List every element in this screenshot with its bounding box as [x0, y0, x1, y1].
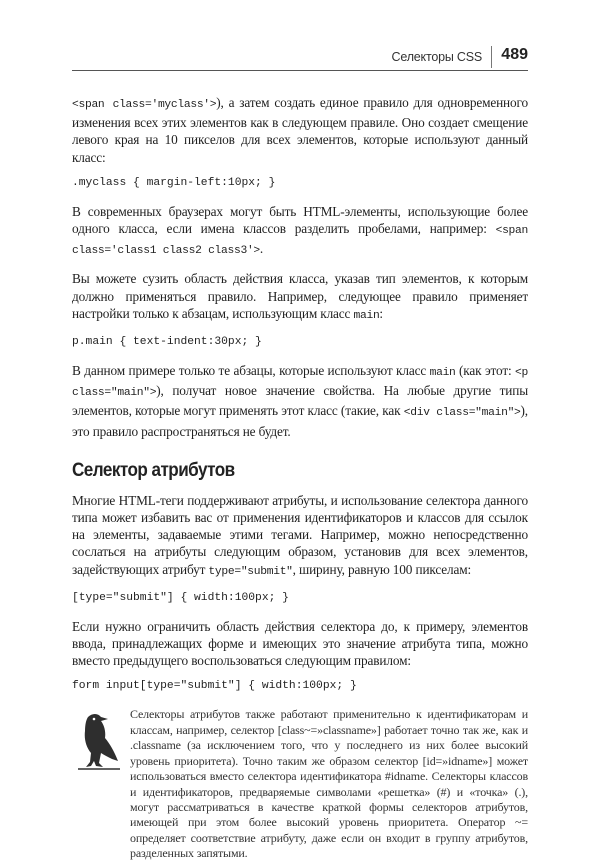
page-number: 489	[501, 46, 528, 63]
paragraph-4: В данном примере только те абзацы, которые используют класс main (как этот: <p class="main">), получат новое значение свойства. На любые другие типы элементов, которые могут применять этот класс (такие, как <div class="main">), это правило распространяться не будет.	[72, 363, 529, 439]
page-body	[72, 94, 528, 862]
note-text: Селекторы атрибутов также работают применительно к идентификаторам и классам, например, селектор [class~=»classname»] работает точно так же, как и .classname (за исключением того, что у последнего из них более высокий уровень приоритета). Точно таким же образом селектор [id=»idname»] может использоваться вместо селектора идентификатора #idname. Селекторы классов и идентификаторов, предваряемые символами «решетка» (#) и «точка» (.), могут рассматриваться в качестве краткой формы селекторов атрибутов, имеющей при этом более высокий уровень приоритета. Оператор ~= определяет соответствие атрибуту, даже если он входит в группу атрибутов, разделенных запятыми.	[130, 707, 528, 861]
code-block-4: form input[type="submit"] { width:100px; }	[72, 680, 357, 693]
page-header	[72, 44, 528, 71]
crow-icon	[74, 709, 122, 773]
code-block-1: .myclass { margin-left:10px; }	[72, 176, 276, 189]
inline-code: main	[353, 309, 380, 322]
paragraph-1: <span class='myclass'>), а затем создать единое правило для одновременного изменения всех этих элементов как в следующем правиле. Оно создает смещение левого края на 10 пикселов для всех элементов, которые используют данный класс:	[72, 95, 528, 165]
paragraph-2: В современных браузерах могут быть HTML-элементы, использующие более одного класса, если имена классов разделить пробелами, например: <span class='class1 class2 class3'>.	[72, 203, 528, 258]
paragraph-5: Многие HTML-теги поддерживают атрибуты, и использование селектора данного типа может избавить вас от применения идентификаторов и классов для ссылок на элементы, задаваемые этими тегами. Например, можно непосредственно сослаться на атрибуты следующим образом, установив для всех элементов, задействующих атрибут type="submit", ширину, равную 100 пикселам:	[72, 492, 528, 578]
inline-code: type="submit"	[208, 565, 293, 578]
inline-code: <span class='class1 class2 class3'>	[72, 225, 528, 258]
note-box	[72, 707, 528, 861]
section-heading: Селектор атрибутов	[72, 459, 235, 481]
inline-code: <p class="main">	[72, 367, 529, 400]
header-divider	[491, 46, 492, 68]
inline-code: main	[429, 367, 456, 380]
code-block-3: [type="submit"] { width:100px; }	[72, 591, 289, 604]
running-title: Селекторы CSS	[391, 50, 482, 64]
paragraph-3: Вы можете сузить область действия класса, указав тип элементов, к которым должно применяться правило. Например, следующее правило применяет настройки только к абзацам, использующим класс main:	[72, 271, 528, 322]
code-block-2: p.main { text-indent:30px; }	[72, 336, 262, 349]
paragraph-6: Если нужно ограничить область действия селектора до, к примеру, элементов ввода, принадлежащих форме и имеющих это значение атрибута типа, можно вместо предыдущего воспользоваться следующим правилом:	[72, 618, 528, 669]
inline-code: <div class="main">	[403, 407, 521, 420]
inline-code: <span class='myclass'>	[72, 99, 217, 111]
